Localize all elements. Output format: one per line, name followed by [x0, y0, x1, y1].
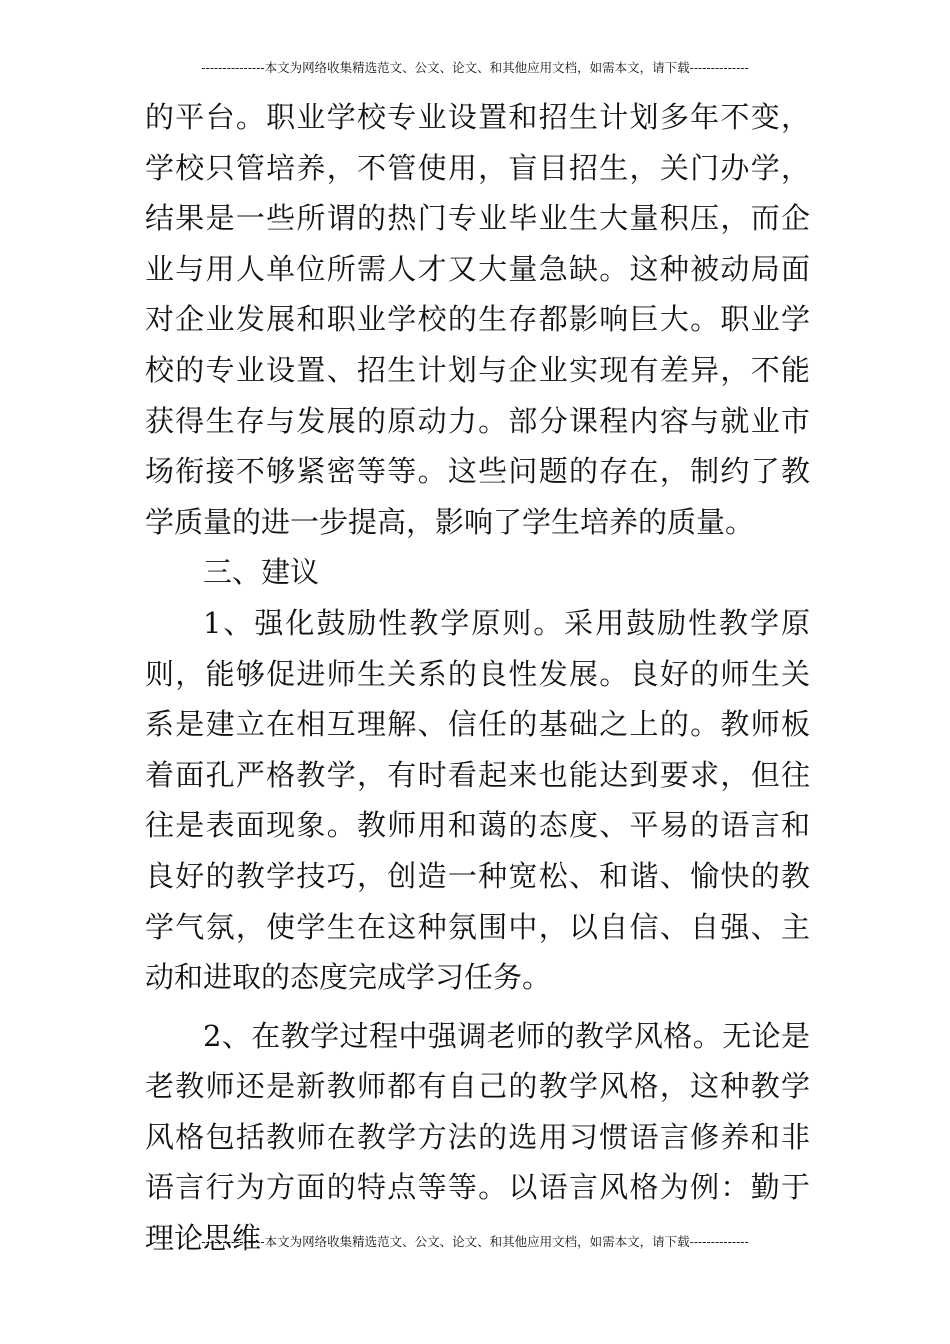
page-footer: ---------------本文为网络收集精选范文、公文、论文、和其他应用文档，如需本文，请下载-------------- — [201, 1234, 749, 1249]
document-body — [145, 92, 810, 1264]
paragraph-suggestion-1: 1、强化鼓励性教学原则。采用鼓励性教学原则，能够促进师生关系的良性发展。良好的师生关系是建立在相互理解、信任的基础之上的。教师板着面孔严格教学，有时看起来也能达到要求，但往往是表面现象。教师用和蔼的态度、平易的语言和良好的教学技巧，创造一种宽松、和谐、愉快的教学气氛，使学生在这种氛围中，以自信、自强、主动和进取的态度完成学习任务。 — [145, 605, 810, 995]
paragraph-suggestion-2: 2、在教学过程中强调老师的教学风格。无论是老教师还是新教师都有自己的教学风格，这种教学风格包括教师在教学方法的选用习惯语言修养和非语言行为方面的特点等等。以语言风格为例：勤于理论思维 — [145, 1018, 810, 1256]
section-heading: 三、建议 — [203, 555, 320, 590]
page-header: ---------------本文为网络收集精选范文、公文、论文、和其他应用文档，如需本文，请下载-------------- — [201, 60, 749, 75]
paragraph-continuation: 的平台。职业学校专业设置和招生计划多年不变，学校只管培养，不管使用，盲目招生，关门办学，结果是一些所谓的热门专业毕业生大量积压，而企业与用人单位所需人才又大量急缺。这种被动局面对企业发展和职业学校的生存都影响巨大。职业学校的专业设置、招生计划与企业实现有差异，不能获得生存与发展的原动力。部分课程内容与就业市场衔接不够紧密等等。这些问题的存在，制约了教学质量的进一步提高，影响了学生培养的质量。 — [145, 100, 810, 539]
